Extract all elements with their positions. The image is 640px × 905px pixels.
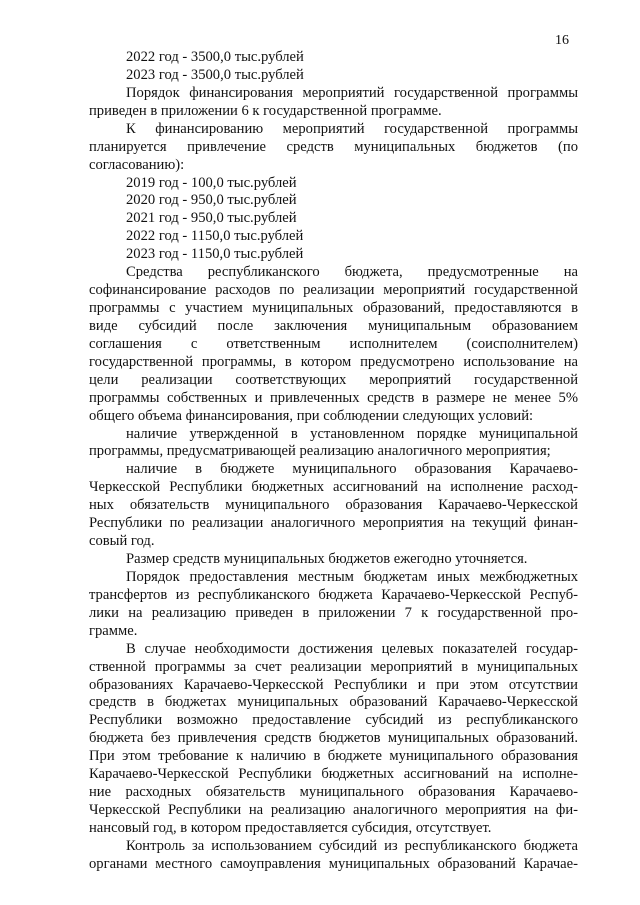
text-line: программы собственных и привлеченных средств в размере не менее 5% (89, 389, 578, 406)
text-line: ных обязательств муниципального образования Карачаево-Черкесской (89, 497, 578, 514)
text-line: органами местного самоуправления муниципальных образований Карачае- (89, 855, 578, 872)
text-line: 2022 год - 3500,0 тыс.рублей (126, 49, 304, 65)
text-line: общего объема финансирования, при соблюдении следующих условий: (89, 407, 534, 424)
text-line: Черкесской Республики на реализацию аналогичного мероприятия на фи- (89, 802, 578, 819)
text-line: 2023 год - 1150,0 тыс.рублей (126, 246, 304, 263)
text-line: Черкесской Республики бюджетных ассигнований на исполнение расход- (89, 479, 578, 496)
text-line: Порядок предоставления местным бюджетам иных межбюджетных (126, 568, 578, 585)
text-line: Контроль за использованием субсидий из республиканского бюджета (126, 837, 578, 854)
text-line: Средства республиканского бюджета, предусмотренные на (126, 264, 578, 281)
text-line: средств в бюджетах муниципальных образований Карачаево-Черкесской (89, 694, 578, 711)
text-line: ние расходных обязательств муниципального образования Карачаево- (89, 784, 578, 801)
text-line: 2023 год - 3500,0 тыс.рублей (126, 66, 304, 83)
text-line: 2022 год - 1150,0 тыс.рублей (126, 228, 304, 245)
text-line: совый год. (89, 533, 155, 550)
text-line: программы с участием муниципальных образований, предоставляются в (89, 300, 578, 317)
text-line: Размер средств муниципальных бюджетов ежегодно уточняется. (126, 551, 528, 568)
text-line: соглашения с ответственным исполнителем (соисполнителем) (89, 335, 578, 352)
text-line: Республики по реализации аналогичного мероприятия на текущий финан- (89, 515, 578, 532)
text-line: При этом требование к наличию в бюджете муниципального образования (89, 748, 578, 765)
text-line: Республики возможно предоставление субсидий из республиканского (89, 712, 578, 729)
text-line: виде субсидий после заключения муниципальным образованием (89, 317, 578, 334)
text-line: государственной программы, в котором предусмотрено использование на (89, 353, 578, 370)
text-line: образованиях Карачаево-Черкесской Республики и при этом отсутствии (89, 676, 578, 693)
text-line: наличие в бюджете муниципального образования Карачаево- (126, 461, 578, 478)
text-line: К финансированию мероприятий государственной программы (126, 120, 578, 137)
text-line: В случае необходимости достижения целевых показателей государ- (126, 640, 578, 657)
text-line: Порядок финансирования мероприятий государственной программы (126, 84, 578, 101)
text-line: наличие утвержденной в установленном порядке муниципальной (126, 425, 578, 442)
text-line: нансовый год, в котором предоставляется субсидия, отсутствует. (89, 819, 492, 836)
page-number: 16 (555, 33, 569, 48)
text-line: лики на реализацию приведен в приложении 7 к государственной про- (89, 604, 578, 621)
text-line: грамме. (89, 622, 138, 639)
text-line: софинансирование расходов по реализации мероприятий государственной (89, 282, 578, 299)
text-line: Карачаево-Черкесской Республики бюджетных ассигнований на исполне- (89, 766, 578, 783)
text-line: бюджета без привлечения средств бюджетов муниципальных образований. (89, 730, 578, 747)
text-line: приведен в приложении 6 к государственной программе. (89, 102, 442, 119)
text-line: программы, предусматривающей реализацию аналогичного мероприятия; (89, 443, 551, 460)
text-line: планируется привлечение средств муниципальных бюджетов (по (89, 138, 578, 155)
text-line: согласованию): (89, 156, 185, 173)
text-line: трансфертов из республиканского бюджета Карачаево-Черкесской Респуб- (89, 586, 578, 603)
text-line: 2020 год - 950,0 тыс.рублей (126, 192, 297, 209)
text-line: 2019 год - 100,0 тыс.рублей (126, 174, 297, 191)
text-line: цели реализации соответствующих мероприятий государственной (89, 371, 578, 388)
text-line: ственной программы за счет реализации мероприятий в муниципальных (89, 658, 578, 675)
text-line: 2021 год - 950,0 тыс.рублей (126, 210, 297, 227)
